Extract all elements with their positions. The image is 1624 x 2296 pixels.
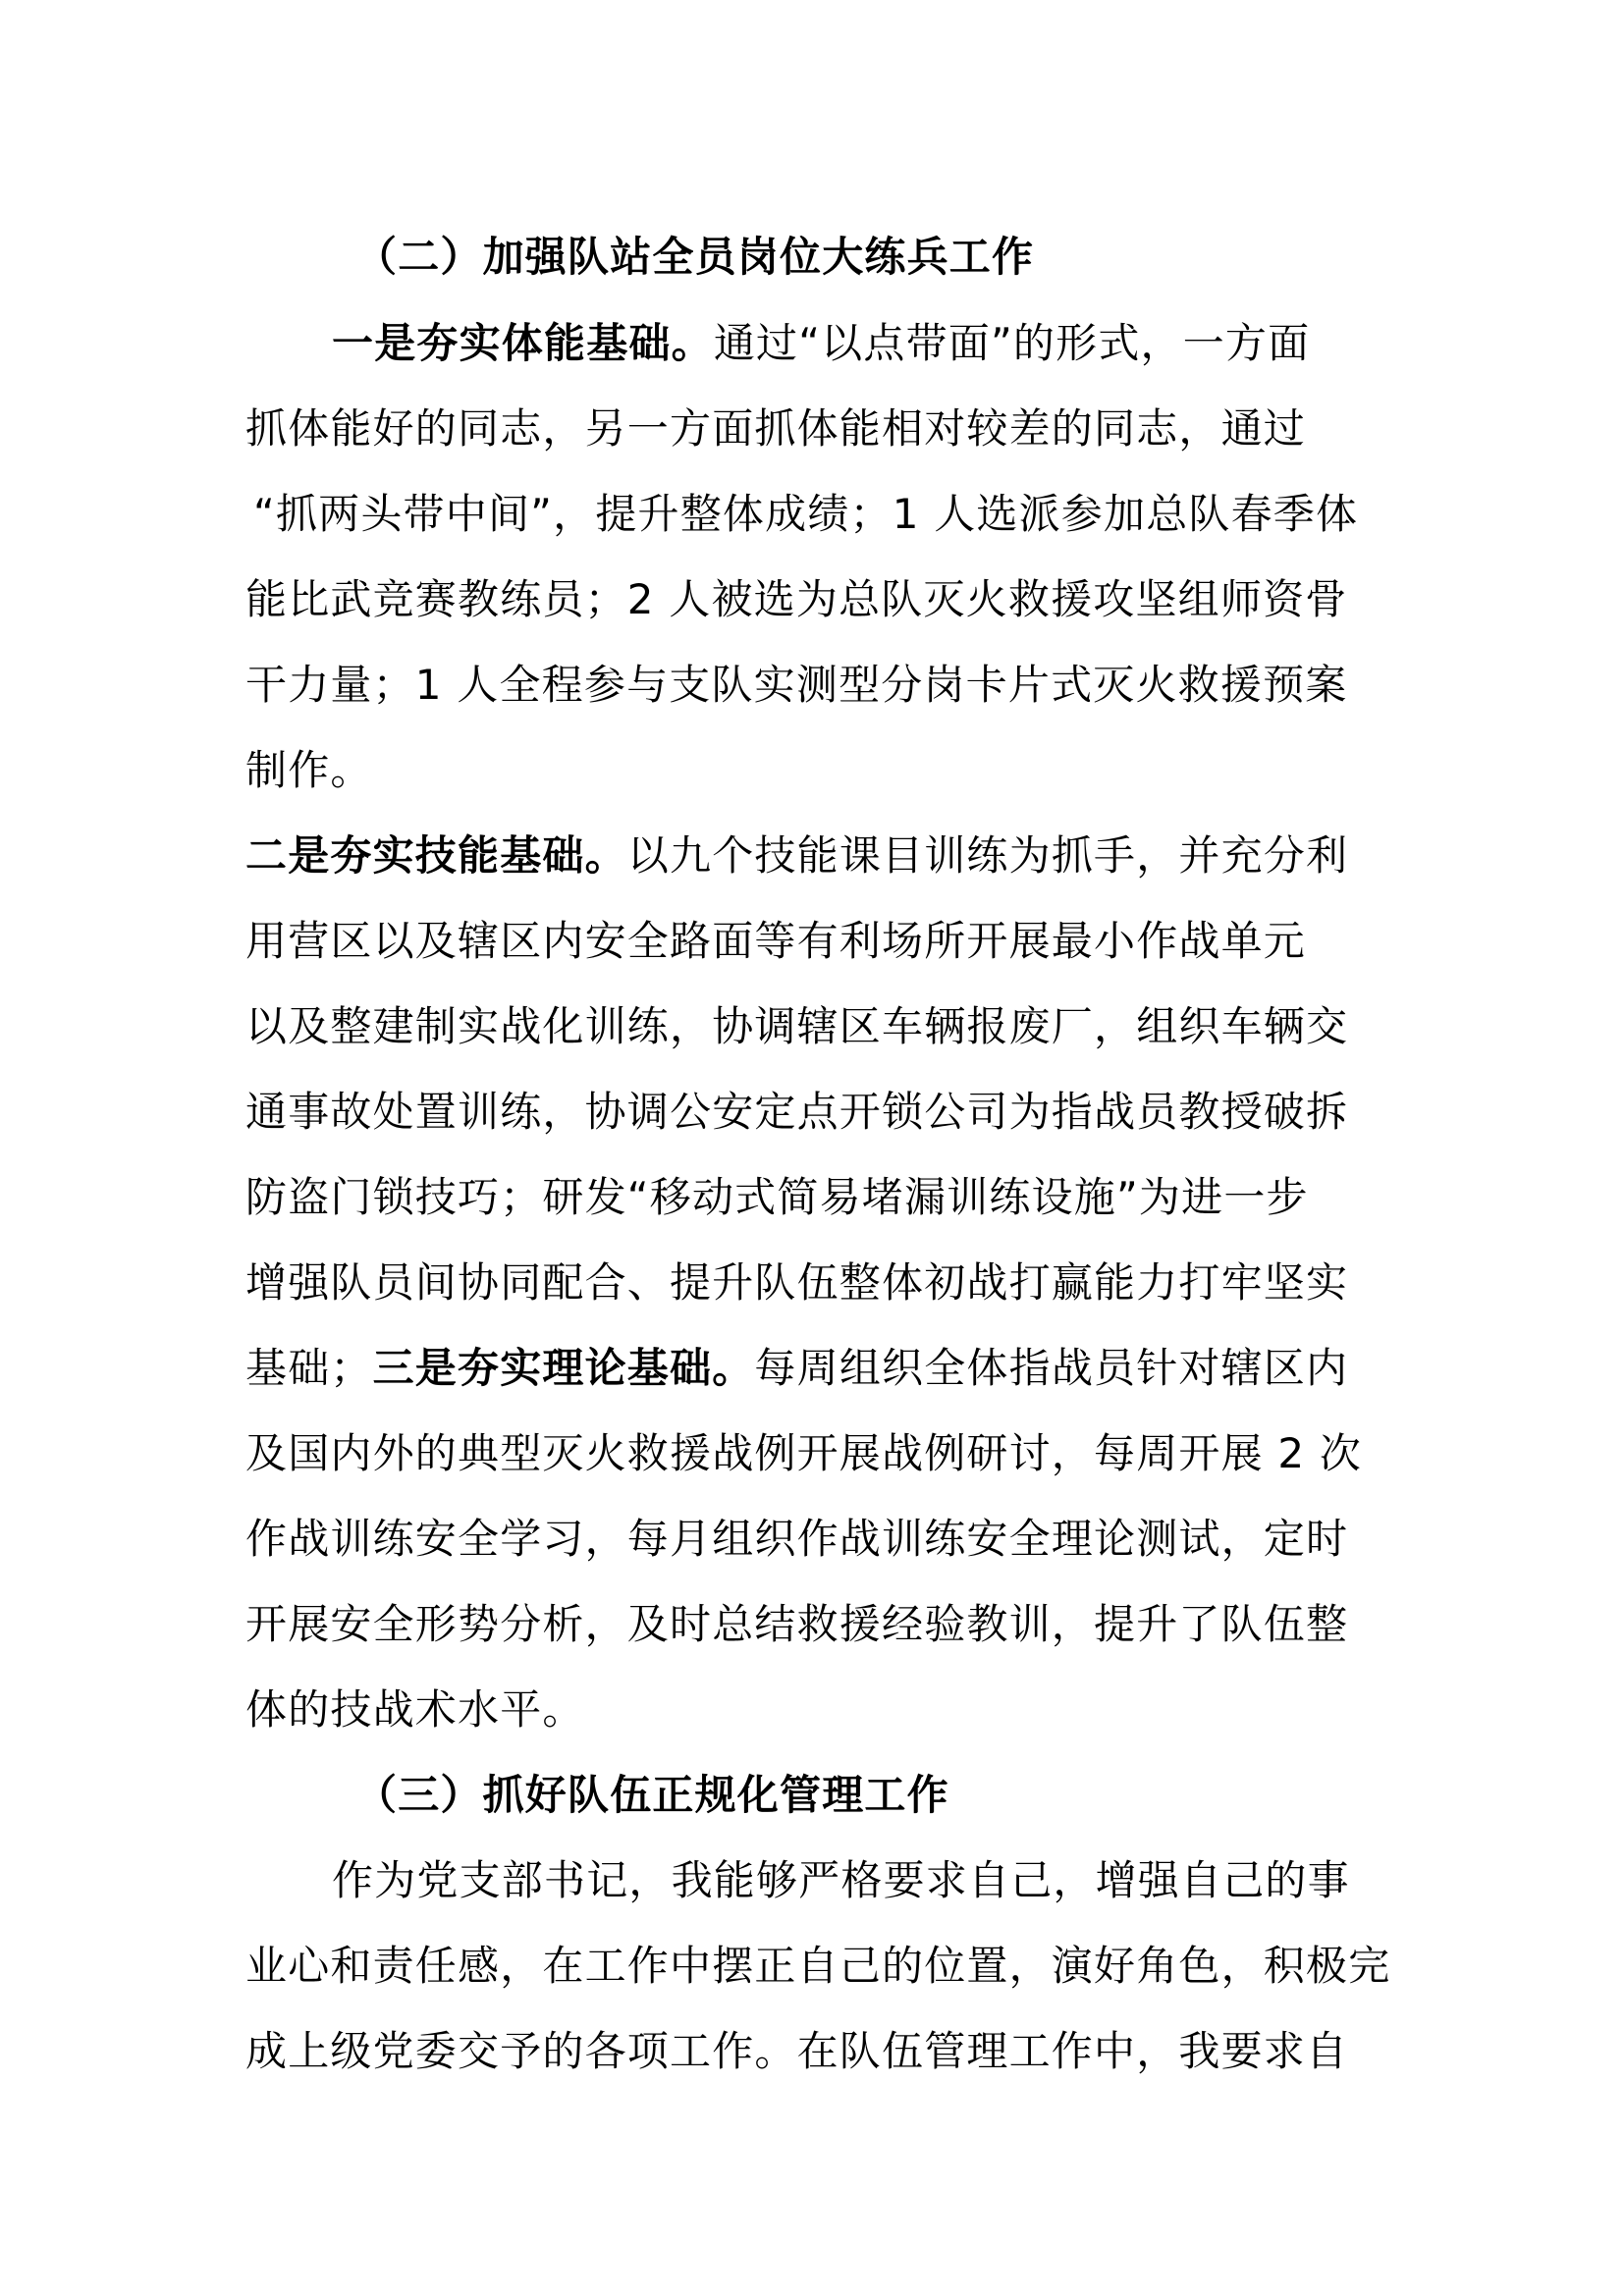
body-text: 制作。	[245, 746, 373, 794]
body-text: 抓体能好的同志，另一方面抓体能相对较差的同志，通过	[245, 404, 1307, 453]
paragraph-line	[245, 912, 1306, 971]
paragraph-line	[332, 314, 1310, 373]
body-text: 以及整建制实战化训练，协调辖区车辆报废厂，组织车辆交	[245, 1002, 1349, 1050]
body-text: 防盗门锁技巧；研发“移动式简易堵漏训练设施”为进一步	[245, 1173, 1309, 1221]
body-text: 业心和责任感，在工作中摆正自己的位置，演好角色，积极完	[245, 1942, 1391, 1990]
section-heading	[355, 228, 1034, 287]
body-text: 开展安全形势分析，及时总结救援经验教训，提升了队伍整	[245, 1600, 1349, 1648]
body-text: 增强队员间协同配合、提升队伍整体初战打赢能力打牢坚实	[245, 1258, 1349, 1307]
body-text: 及国内外的典型灭火救援战例开展战例研讨，每周开展 2 次	[245, 1429, 1363, 1477]
paragraph-line	[245, 1510, 1348, 1569]
body-text: 基础；	[245, 1344, 373, 1392]
paragraph-line	[245, 570, 1347, 629]
bold-lead-text: 二是夯实技能基础。	[245, 831, 627, 880]
body-text: 用营区以及辖区内安全路面等有利场所开展最小作战单元	[245, 917, 1307, 965]
paragraph-line	[245, 741, 373, 800]
body-text: 每周组织全体指战员针对辖区内	[754, 1344, 1349, 1392]
bold-lead-text: 一是夯实体能基础。	[332, 319, 714, 367]
paragraph-line	[245, 827, 1348, 885]
body-text: 通事故处置训练，协调公安定点开锁公司为指战员教授破拆	[245, 1088, 1349, 1136]
paragraph-line	[245, 400, 1306, 458]
body-text: 成上级党委交予的各项工作。在队伍管理工作中，我要求自	[245, 2027, 1349, 2075]
paragraph-line	[332, 1851, 1350, 1910]
body-text: 体的技战术水平。	[245, 1685, 585, 1734]
body-text: 作战训练安全学习，每月组织作战训练安全理论测试，定时	[245, 1515, 1349, 1563]
paragraph-line	[245, 1339, 1348, 1398]
paragraph-line	[245, 2022, 1348, 2081]
bold-lead-text: （二）加强队站全员岗位大练兵工作	[355, 233, 1035, 281]
paragraph-line	[245, 1681, 585, 1739]
bold-lead-text: 三是夯实理论基础。	[372, 1344, 755, 1392]
section-heading	[355, 1766, 949, 1825]
paragraph-line	[245, 1937, 1390, 1996]
paragraph-line	[245, 1424, 1362, 1483]
body-text: 通过“以点带面”的形式，一方面	[713, 319, 1311, 367]
paragraph-line	[245, 1083, 1348, 1142]
paragraph-line	[245, 1168, 1309, 1227]
body-text: 干力量；1 人全程参与支队实测型分岗卡片式灭火救援预案	[245, 661, 1348, 709]
body-text: 作为党支部书记，我能够严格要求自己，增强自己的事	[332, 1856, 1350, 1904]
paragraph-line	[245, 997, 1348, 1056]
body-text: 以九个技能课目训练为抓手，并充分利	[626, 831, 1349, 880]
paragraph-line	[245, 1254, 1348, 1312]
bold-lead-text: （三）抓好队伍正规化管理工作	[355, 1771, 949, 1819]
body-text: “抓两头带中间”，提升整体成绩；1 人选派参加总队春季体	[253, 490, 1359, 538]
paragraph-line	[253, 485, 1358, 544]
body-text: 能比武竞赛教练员；2 人被选为总队灭火救援攻坚组师资骨	[245, 575, 1348, 623]
paragraph-line	[245, 656, 1347, 715]
paragraph-line	[245, 1595, 1348, 1654]
